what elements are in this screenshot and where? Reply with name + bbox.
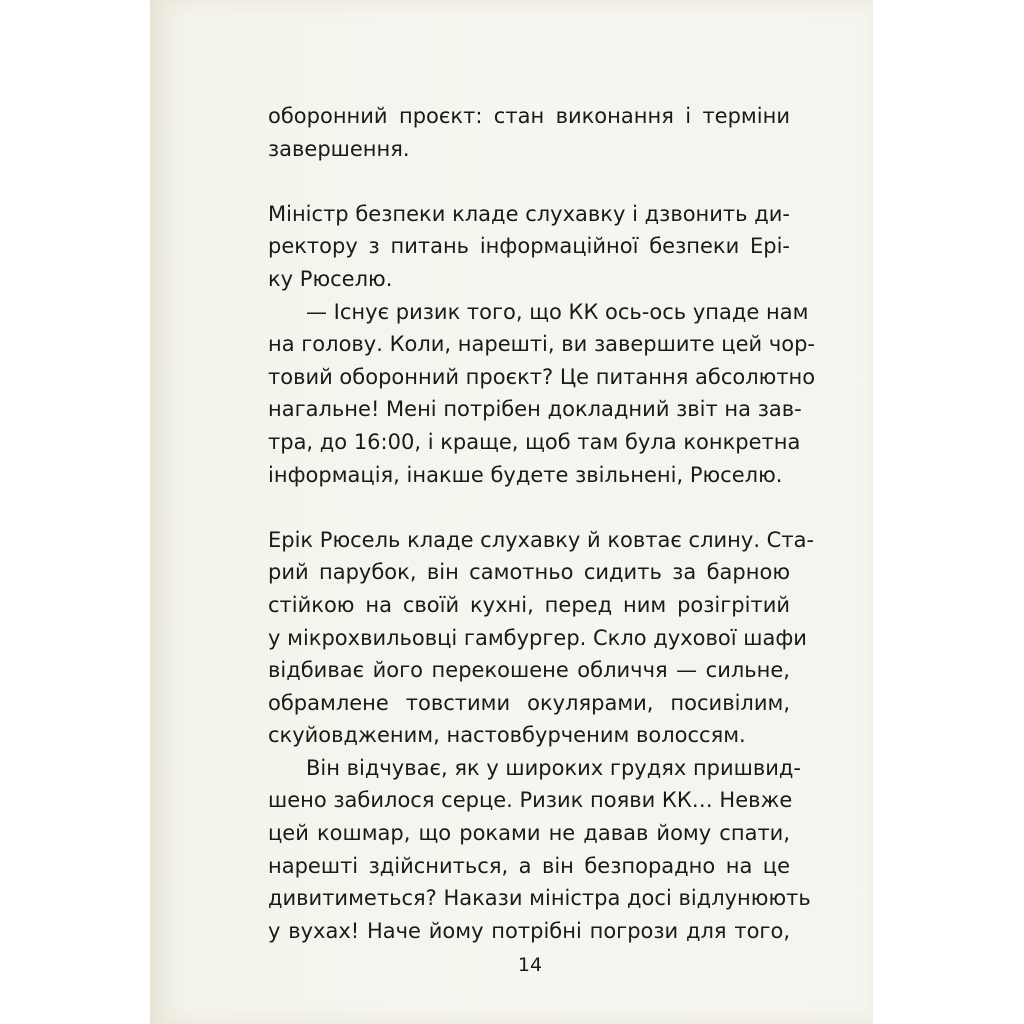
text-line: Ерік Рюсель кладе слухавку й ковтає слину. Ста- <box>268 527 815 552</box>
paragraph-gap <box>268 165 790 198</box>
text-line: стійкою на своїй кухні, перед ним розігрітий <box>268 592 790 617</box>
text-line: товий оборонний проєкт? Це питання абсолютно <box>268 364 816 389</box>
text-line: ректору з питань інформаційної безпеки Ері- <box>268 234 790 259</box>
text-line: завершення. <box>268 136 410 161</box>
paragraph <box>268 296 816 492</box>
text-line: тра, до 16:00, і краще, щоб там була конкретна <box>268 429 801 454</box>
paragraph <box>268 524 815 752</box>
text-line: шено забилося серце. Ризик появи КК… Невже <box>268 788 793 813</box>
body-text <box>268 100 816 947</box>
text-line: ку Рюселю. <box>268 266 393 291</box>
text-line: на голову. Коли, нарешті, ви завершите цей чор- <box>268 332 815 357</box>
paragraph <box>268 752 811 948</box>
text-line: нарешті здійсниться, а він безпорадно на це <box>268 853 790 878</box>
text-line: рий парубок, він самотньо сидить за барною <box>268 560 790 585</box>
text-line: оборонний проєкт: стан виконання і терміни <box>268 104 790 128</box>
paragraph <box>268 100 790 165</box>
text-line: скуйовдженим, настовбурченим волоссям. <box>268 723 746 748</box>
text-line: нагальне! Мені потрібен докладний звіт на зав- <box>268 397 802 422</box>
page-number: 14 <box>517 954 543 976</box>
paragraph <box>268 198 790 296</box>
text-line: дивитиметься? Накази міністра досі відлунюють <box>268 886 811 911</box>
text-line: Він відчуває, як у широких грудях пришвид- <box>306 755 801 780</box>
text-line: обрамлене товстими окулярами, посивілим, <box>268 690 790 715</box>
text-line: інформація, інакше будете звільнені, Рюселю. <box>268 462 783 487</box>
text-line: — Існує ризик того, що КК ось-ось упаде нам <box>306 299 809 324</box>
text-line: відбиває його перекошене обличчя — сильне, <box>268 658 790 683</box>
text-line: цей кошмар, що роками не давав йому спати, <box>268 821 790 846</box>
text-line: у вухах! Наче йому потрібні погрози для того, <box>268 918 790 943</box>
paragraph-gap <box>268 491 790 524</box>
text-line: у мікрохвильовці гамбургер. Скло духової шафи <box>268 625 807 650</box>
text-line: Міністр безпеки кладе слухавку і дзвонить ди- <box>268 201 790 226</box>
